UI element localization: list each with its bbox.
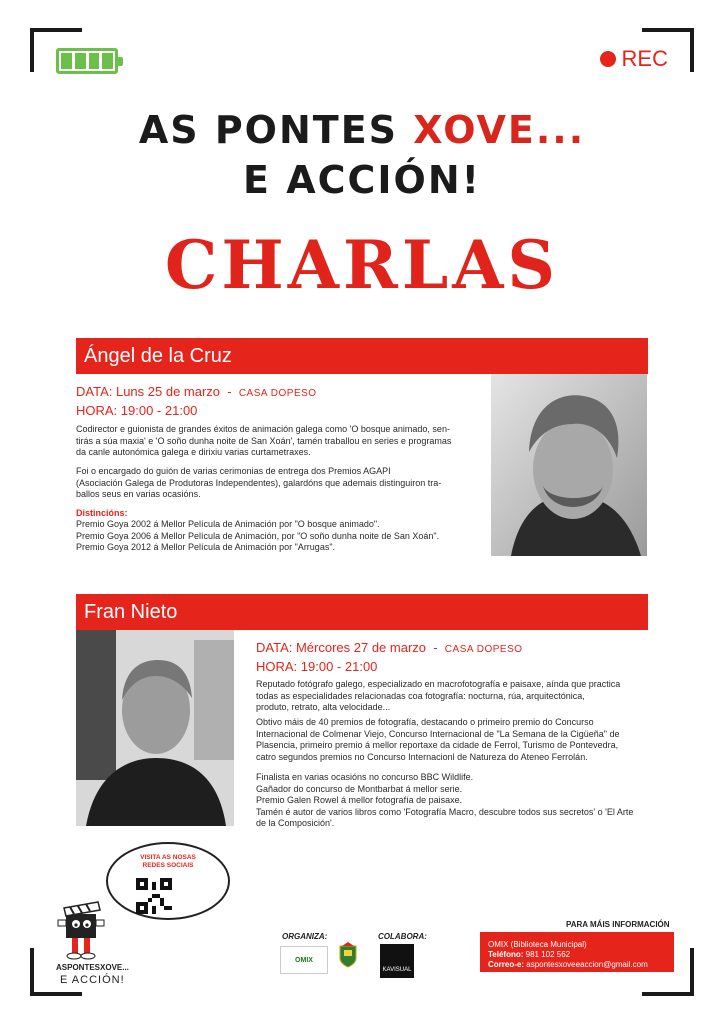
talk-time: HORA: 19:00 - 21:00	[76, 403, 198, 418]
kavisual-logo: KAVISUAL	[380, 944, 414, 978]
page-title-line1: AS PONTES XOVE...	[138, 108, 586, 152]
email-link[interactable]: aspontesxoveeaccion@gmail.com	[526, 960, 648, 969]
speaker-bio-2: Obtivo máis de 40 premios de fotografía, destacando o primeiro premio do Concurso Internacional de Colmenar Viejo, Concurso Internacional de "La Semana de la Cigüeña" de Plasencia, primeiro premio á mellor reportaxe da cidade de Ferrol, Turismo de Pontevedra, catro segundos premios no Concurso Internacionl de Natureza do Ateneo Ferrolán.	[256, 717, 620, 762]
speaker-bio-2: Foi o encargado do guión de varias cerimonias de entrega dos Premios AGAPI (Asociación Galega de Produtoras Independentes), galardóns que ademais distinguiron tra- ballos seus en varias ocasións.	[76, 466, 442, 499]
rec-label: REC	[621, 46, 668, 71]
organiza-label: ORGANIZA:	[282, 932, 328, 941]
concello-crest-icon	[338, 942, 358, 968]
battery-icon	[56, 48, 118, 74]
speaker-photo	[76, 630, 234, 826]
more-info-heading: PARA MÁIS INFORMACIÓN	[566, 920, 670, 929]
speaker-photo	[491, 374, 647, 556]
record-dot-icon	[600, 51, 616, 67]
speaker-bio: Codirector e guionista de grandes éxitos de animación galega como 'O bosque animado, sen- tirás a súa maxia' e 'O soño dunha noite de San Xoán', tamén traballou en series e programas da canle autonómica galega e dirixiu varias curtametraxes.	[76, 424, 452, 457]
speaker-bio: Reputado fotógrafo galego, especializado en macrofotografía e paisaxe, aínda que practica todas as especialidades relacionadas coa fotografía: nocturna, rúa, arquitectónica, produto, retrato, alta velocidade...	[256, 679, 621, 712]
colabora-label: COLABORA:	[378, 932, 427, 941]
awards-heading: Distincións:	[76, 508, 128, 518]
speaker-name-banner: Fran Nieto	[76, 594, 648, 630]
page-subtitle: CHARLAS	[164, 226, 560, 304]
talk-date: DATA: Mércores 27 de marzo - CASA DOPESO	[256, 640, 523, 655]
contact-box: OMIX (Biblioteca Municipal) Teléfono: 981 102 562 Correo-e: aspontesxoveeaccion@gmail.com	[480, 932, 674, 972]
awards-list: Premio Goya 2002 á Mellor Película de Animación por "O bosque animado". Premio Goya 2006 á Mellor Película de Animación, por "O soño dunha noite de San Xoán". Premio Goya 2012 á Mellor Película de Animación por "Arrugas".	[76, 519, 440, 552]
speaker-name-banner: Ángel de la Cruz	[76, 338, 648, 374]
qr-code-icon[interactable]	[136, 878, 172, 914]
talk-date: DATA: Luns 25 de marzo - CASA DOPESO	[76, 384, 317, 399]
event-logo-text-2: E ACCIÓN!	[60, 974, 125, 986]
page-title-line2: E ACCIÓN!	[243, 158, 481, 202]
omix-logo: OMIX	[280, 946, 328, 974]
rec-indicator	[600, 46, 668, 72]
talk-time: HORA: 19:00 - 21:00	[256, 659, 378, 674]
clapperboard-mascot-icon	[54, 898, 110, 962]
speaker-bio-3: Finalista en varias ocasións no concurso BBC Wildlife. Gañador do concurso de Montbarbat á mellor serie. Premio Galen Rowel á mellor fotografía de paisaxe. Tamén é autor de varios libros como 'Fotografía Macro, descubre todos sus secretos' o 'El Arte de la Composición'.	[256, 772, 634, 828]
social-media-bubble[interactable]: VISITA AS NOSAS REDES SOCIAIS	[106, 842, 230, 920]
event-logo-text: ASPONTESXOVE...	[56, 963, 129, 972]
